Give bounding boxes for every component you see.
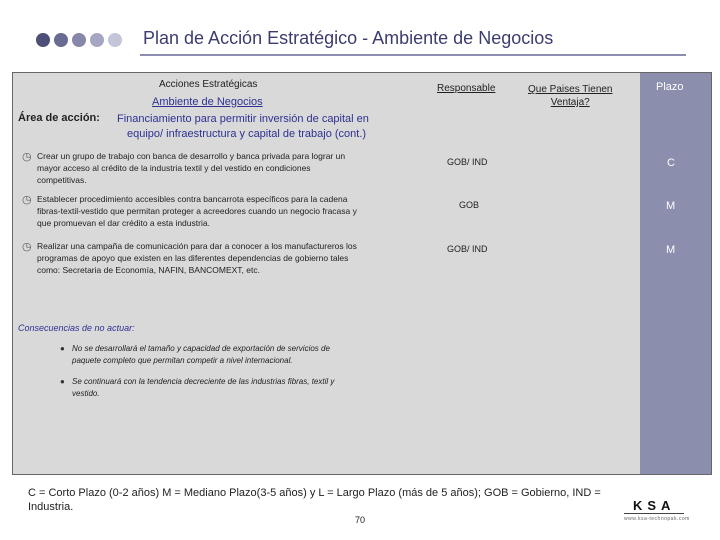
consequence-text (72, 343, 330, 367)
logo-subtitle: www.ksa-technopak.com (624, 516, 690, 522)
dot-icon (36, 33, 50, 47)
plazo-value: M (666, 244, 676, 256)
ksa-logo: KSA (633, 498, 676, 513)
bullet-icon: ● (60, 344, 65, 353)
area-description (117, 112, 369, 142)
clock-bullet-icon: ◷ (22, 194, 32, 206)
area-label: Área de acción: (18, 112, 100, 124)
action-text (37, 240, 357, 276)
action-text (37, 150, 345, 186)
dot-icon (54, 33, 68, 47)
action-text (37, 193, 357, 229)
consequence-line: paquete completo que permitan competir a nivel internacional. (72, 356, 293, 365)
page-number: 70 (355, 515, 366, 525)
action-line: fibras-textil-vestido que permitan proteger a acreedores cuando un negocio fracasa y (37, 206, 357, 216)
responsable-header: Responsable (437, 83, 496, 94)
responsable-value: GOB (459, 200, 480, 210)
responsable-value: GOB/ IND (447, 244, 488, 254)
consequence-text (72, 376, 334, 400)
consequence-line: vestido. (72, 389, 100, 398)
area-text-line: Financiamiento para permitir inversión de capital en (117, 113, 369, 125)
action-line: como: Secretaria de Economía, NAFIN, BANCOMEXT, etc. (37, 265, 260, 275)
paises-header-line: Que Paises Tienen (528, 84, 613, 95)
acciones-header: Acciones Estratégicas (159, 79, 258, 90)
title-dots-decoration (36, 33, 122, 47)
plazo-value: M (666, 200, 676, 212)
consequence-line: No se desarrollará el tamaño y capacidad de exportación de servicios de (72, 344, 330, 353)
action-line: que promuevan el dar crédito a esta industria. (37, 218, 210, 228)
ambiente-label: Ambiente de Negocios (152, 96, 263, 108)
action-line: competitivas. (37, 175, 87, 185)
bullet-icon: ● (60, 377, 65, 386)
dot-icon (108, 33, 122, 47)
title-divider (140, 54, 686, 56)
logo-divider (624, 513, 684, 514)
action-line: Realizar una campaña de comunicación para dar a conocer a los manufactureros los (37, 241, 357, 251)
dot-icon (90, 33, 104, 47)
paises-header (528, 83, 613, 109)
paises-header-line: Ventaja? (550, 97, 590, 108)
plazo-header: Plazo (656, 81, 684, 93)
action-line: Crear un grupo de trabajo con banca de desarrollo y banca privada para lograr un (37, 151, 346, 161)
plazo-value: C (667, 157, 675, 169)
area-text-line: equipo/ infraestructura y capital de trabajo (cont.) (127, 128, 367, 140)
plazo-column (640, 72, 712, 475)
action-line: programas de apoyo que existen en las diferentes dependencias de gobierno tales (37, 253, 349, 263)
page-title: Plan de Acción Estratégico - Ambiente de Negocios (143, 28, 554, 48)
responsable-value: GOB/ IND (447, 157, 488, 167)
legend-text: C = Corto Plazo (0-2 años) M = Mediano Plazo(3-5 años) y L = Largo Plazo (más de 5 años); GOB = Gobierno, IND = Industria. (28, 487, 601, 513)
clock-bullet-icon: ◷ (22, 151, 32, 163)
action-line: Establecer procedimiento accesibles contra bancarrota específicos para la cadena (37, 194, 348, 204)
action-line: mayor acceso al crédito de la industria textil y del vestido en condiciones (37, 163, 311, 173)
clock-bullet-icon: ◷ (22, 241, 32, 253)
consecuencias-title: Consecuencias de no actuar: (18, 323, 135, 333)
dot-icon (72, 33, 86, 47)
consequence-line: Se continuará con la tendencia decreciente de las industrias fibras, textil y (72, 377, 335, 386)
